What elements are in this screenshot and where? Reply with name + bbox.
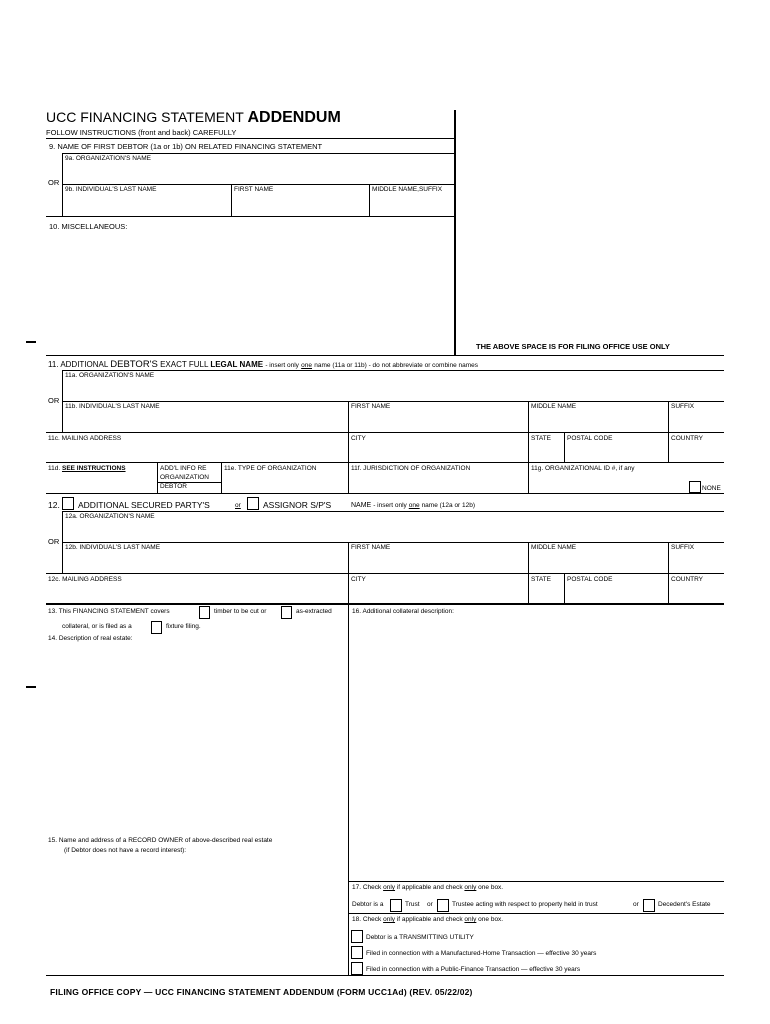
section11-city-label: CITY — [351, 435, 366, 442]
section11-or: OR — [48, 396, 60, 405]
section11-state-label: STATE — [531, 435, 551, 442]
section11-postal-label: POSTAL CODE — [567, 435, 613, 442]
section12-b: ASSIGNOR S/P'S — [263, 500, 332, 510]
margin-mark-top — [26, 341, 36, 343]
section18-heading: 18. Check only if applicable and check only one box. — [352, 916, 504, 923]
section11g-label: 11g. ORGANIZATIONAL ID #, if any — [531, 465, 635, 472]
section13-d: collateral, or is filed as a — [62, 623, 132, 630]
rule — [348, 913, 724, 914]
filing-office-note: THE ABOVE SPACE IS FOR FILING OFFICE USE ONLY — [476, 342, 670, 351]
rule — [221, 462, 222, 493]
section17-or2: or — [633, 901, 639, 908]
rule — [46, 975, 724, 976]
section12-city-label: CITY — [351, 576, 366, 583]
rule — [528, 401, 529, 493]
form-footer: FILING OFFICE COPY — UCC FINANCING STATEMENT ADDENDUM (FORM UCC1Ad) (REV. 05/22/02) — [50, 987, 473, 997]
rule — [369, 184, 370, 217]
rule — [46, 493, 724, 494]
trust-label: Trust — [405, 901, 420, 908]
transmitting-utility-label: Debtor is a TRANSMITTING UTILITY — [366, 934, 474, 941]
rule — [62, 153, 63, 217]
addl-info-line1: ADD'L INFO RE — [160, 465, 207, 472]
as-extracted-checkbox[interactable] — [281, 606, 292, 619]
rule — [46, 138, 455, 139]
section13-b: timber to be cut or — [214, 608, 267, 615]
section11f-label: 11f. JURISDICTION OF ORGANIZATION — [351, 465, 471, 472]
timber-checkbox[interactable] — [199, 606, 210, 619]
rule — [62, 370, 724, 371]
none-label: NONE — [702, 485, 721, 492]
rule — [62, 153, 455, 154]
section15-line1: 15. Name and address of a RECORD OWNER of above-described real estate — [48, 837, 273, 844]
section12-first-label: FIRST NAME — [351, 544, 391, 551]
public-finance-checkbox[interactable] — [351, 962, 363, 975]
rule — [231, 184, 232, 217]
rule — [46, 355, 724, 356]
rule — [348, 604, 349, 975]
decedent-estate-label: Decedent's Estate — [658, 901, 711, 908]
section11e-label: 11e. TYPE OF ORGANIZATION — [224, 465, 317, 472]
section17-heading: 17. Check only if applicable and check only one box. — [352, 884, 504, 891]
public-finance-label: Filed in connection with a Public-Finance Transaction — effective 30 years — [366, 966, 581, 973]
section16-label: 16. Additional collateral description: — [352, 608, 454, 615]
section15-line2: (if Debtor does not have a record interest): — [64, 847, 187, 854]
rule — [564, 573, 565, 604]
upper-right-border — [454, 110, 456, 355]
additional-secured-party-checkbox[interactable] — [62, 497, 74, 510]
section17-or1: or — [427, 901, 433, 908]
rule — [348, 401, 349, 493]
rule — [46, 216, 455, 217]
trustee-checkbox[interactable] — [437, 899, 449, 912]
section12c-label: 12c. MAILING ADDRESS — [48, 576, 122, 583]
fixture-filing-checkbox[interactable] — [151, 621, 162, 634]
section12b-label: 12b. INDIVIDUAL'S LAST NAME — [65, 544, 161, 551]
trustee-label: Trustee acting with respect to property held in trust — [452, 901, 598, 908]
section12-a: ADDITIONAL SECURED PARTY'S — [78, 500, 210, 510]
section9-middle-label: MIDDLE NAME,SUFFIX — [372, 186, 443, 193]
addl-info-line3: DEBTOR — [160, 483, 187, 490]
rule — [348, 881, 724, 882]
section13-e: fixture filing. — [166, 623, 201, 630]
assignor-checkbox[interactable] — [247, 497, 259, 510]
section9-or: OR — [48, 178, 60, 187]
section11-middle-label: MIDDLE NAME — [531, 403, 577, 410]
rule — [62, 542, 724, 543]
section12-or2: OR — [48, 537, 60, 546]
section9b-label: 9b. INDIVIDUAL'S LAST NAME — [65, 186, 157, 193]
section9a-label: 9a. ORGANIZATION'S NAME — [65, 155, 151, 162]
rule — [157, 462, 158, 493]
section12-or: or — [235, 502, 241, 509]
section11d-label: 11d. SEE INSTRUCTIONS — [48, 465, 126, 472]
rule — [157, 482, 221, 483]
manufactured-home-checkbox[interactable] — [351, 946, 363, 959]
section11-heading: 11. ADDITIONAL DEBTOR'S EXACT FULL LEGAL NAME - insert only one name (11a or 11b) - do not abbreviate or combine names — [48, 359, 479, 370]
rule — [62, 184, 455, 185]
section12a-label: 12a. ORGANIZATION'S NAME — [65, 513, 155, 520]
section11-first-label: FIRST NAME — [351, 403, 391, 410]
section11a-label: 11a. ORGANIZATION'S NAME — [65, 372, 155, 379]
section11-country-label: COUNTRY — [671, 435, 704, 442]
none-checkbox[interactable] — [689, 481, 701, 493]
section12-country-label: COUNTRY — [671, 576, 704, 583]
section12-suffix-label: SUFFIX — [671, 544, 695, 551]
manufactured-home-label: Filed in connection with a Manufactured-Home Transaction — effective 30 years — [366, 950, 597, 957]
addl-info-line2: ORGANIZATION — [160, 474, 209, 481]
section13-a: 13. This FINANCING STATEMENT covers — [48, 608, 170, 615]
section12-postal-label: POSTAL CODE — [567, 576, 613, 583]
rule — [46, 573, 724, 574]
rule — [62, 401, 724, 402]
rule — [46, 603, 724, 605]
margin-mark-bottom — [26, 686, 36, 688]
decedent-estate-checkbox[interactable] — [643, 899, 655, 912]
section12-state-label: STATE — [531, 576, 551, 583]
section11-suffix-label: SUFFIX — [671, 403, 695, 410]
section12-num: 12. — [48, 500, 60, 510]
section9-first-label: FIRST NAME — [234, 186, 274, 193]
section10-label: 10. MISCELLANEOUS: — [49, 222, 128, 231]
section11c-label: 11c. MAILING ADDRESS — [48, 435, 122, 442]
section12-middle-label: MIDDLE NAME — [531, 544, 577, 551]
rule — [46, 432, 724, 433]
transmitting-utility-checkbox[interactable] — [351, 930, 363, 943]
rule — [46, 462, 724, 463]
trust-checkbox[interactable] — [390, 899, 402, 912]
section9-heading: 9. NAME OF FIRST DEBTOR (1a or 1b) ON RELATED FINANCING STATEMENT — [49, 142, 323, 151]
debtor-is-a-label: Debtor is a — [352, 901, 384, 908]
follow-instructions: FOLLOW INSTRUCTIONS (front and back) CAREFULLY — [46, 128, 237, 137]
section14-label: 14. Description of real estate: — [48, 635, 133, 642]
section12-name-note: NAME - insert only one name (12a or 12b) — [351, 502, 476, 509]
section13-c: as-extracted — [296, 608, 332, 615]
rule — [564, 432, 565, 463]
form-title: UCC FINANCING STATEMENT ADDENDUM — [46, 109, 341, 126]
rule — [62, 511, 724, 512]
section11b-label: 11b. INDIVIDUAL'S LAST NAME — [65, 403, 160, 410]
